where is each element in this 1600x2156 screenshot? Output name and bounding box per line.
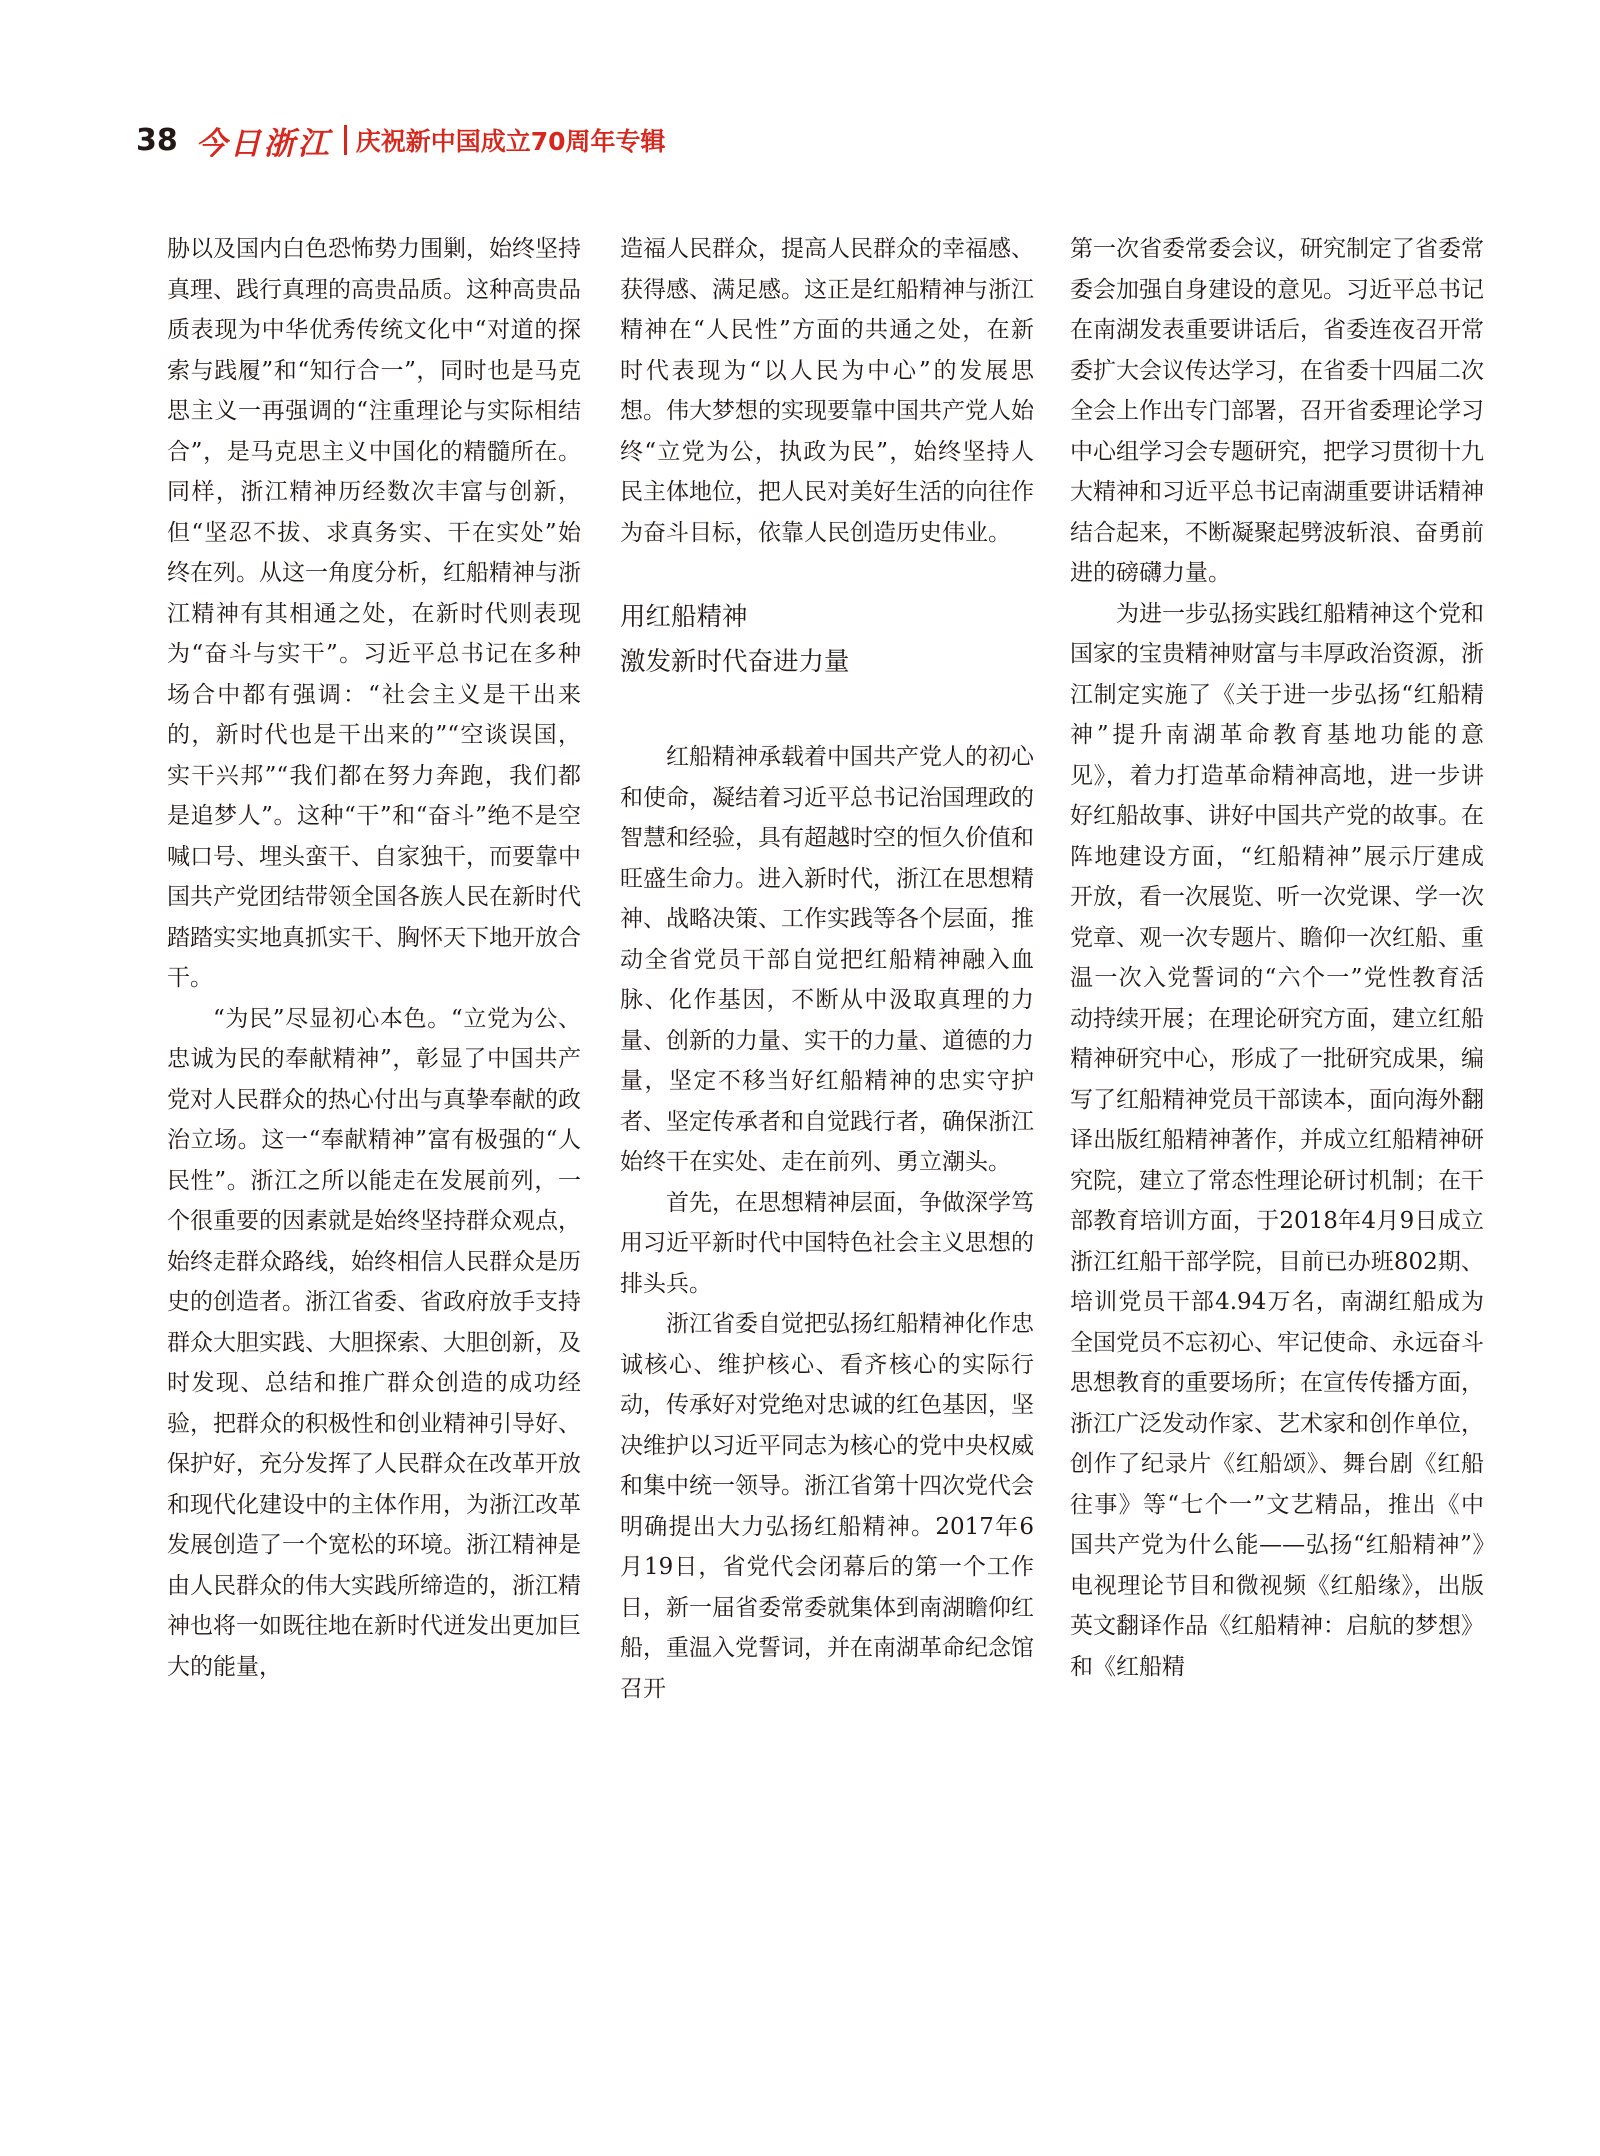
column-3 bbox=[1070, 229, 1484, 1687]
paragraph: 第一次省委常委会议，研究制定了省委常委会加强自身建设的意见。习近平总书记在南湖发表重要讲话后，省委连夜召开常委扩大会议传达学习，在省委十四届二次全会上作出专门部署，召开省委理论学习中心组学习会专题研究，把学习贯彻十九大精神和习近平总书记南湖重要讲话精神结合起来，不断凝聚起劈波斩浪、奋勇前进的磅礴力量。 bbox=[1070, 236, 1484, 586]
magazine-logo: 今日浙江 bbox=[195, 125, 332, 162]
section-heading-line: 激发新时代奋进力量 bbox=[620, 647, 850, 677]
paragraph: 首先，在思想精神层面，争做深学笃用习近平新时代中国特色社会主义思想的排头兵。 bbox=[620, 1189, 1034, 1297]
paragraph: 浙江省委自觉把弘扬红船精神化作忠诚核心、维护核心、看齐核心的实际行动，传承好对党绝对忠诚的红色基因，坚决维护以习近平同志为核心的党中央权威和集中统一领导。浙江省第十四次党代会明确提出大力弘扬红船精神。2017年6月19日，省党代会闭幕后的第一个工作日，新一届省委常委就集体到南湖瞻仰红船，重温入党誓词，并在南湖革命纪念馆召开 bbox=[620, 1311, 1034, 1702]
section-heading bbox=[620, 595, 1034, 685]
section-heading-line: 用红船精神 bbox=[620, 602, 748, 632]
paragraph: 红船精神承载着中国共产党人的初心和使命，凝结着习近平总书记治国理政的智慧和经验，具有超越时空的恒久价值和旺盛生命力。进入新时代，浙江在思想精神、战略决策、工作实践等各个层面，推动全省党员干部自觉把红船精神融入血脉、化作基因，不断从中汲取真理的力量、创新的力量、实干的力量、道德的力量，坚定不移当好红船精神的忠实守护者、坚定传承者和自觉践行者，确保浙江始终干在实处、走在前列、勇立潮头。 bbox=[620, 744, 1034, 1175]
paragraph: “为民”尽显初心本色。“立党为公、忠诚为民的奉献精神”，彰显了中国共产党对人民群众的热心付出与真挚奉献的政治立场。这一“奉献精神”富有极强的“人民性”。浙江之所以能走在发展前列，一个很重要的因素就是始终坚持群众观点，始终走群众路线，始终相信人民群众是历史的创造者。浙江省委、省政府放手支持群众大胆实践、大胆探索、大胆创新，及时发现、总结和推广群众创造的成功经验，把群众的积极性和创业精神引导好、保护好，充分发挥了人民群众在改革开放和现代化建设中的主体作用，为浙江改革发展创造了一个宽松的环境。浙江精神是由人民群众的伟大实践所缔造的，浙江精神也将一如既往地在新时代迸发出更加巨大的能量， bbox=[167, 1005, 581, 1680]
column-2 bbox=[620, 229, 1034, 1709]
special-issue-title: 庆祝新中国成立70周年专辑 bbox=[355, 127, 666, 156]
page-header bbox=[136, 118, 666, 162]
page-number: 38 bbox=[136, 122, 178, 158]
header-divider bbox=[344, 125, 347, 155]
paragraph: 造福人民群众，提高人民群众的幸福感、获得感、满足感。这正是红船精神与浙江精神在“人民性”方面的共通之处，在新时代表现为“以人民为中心”的发展思想。伟大梦想的实现要靠中国共产党人始终“立党为公，执政为民”，始终坚持人民主体地位，把人民对美好生活的向往作为奋斗目标，依靠人民创造历史伟业。 bbox=[620, 236, 1034, 546]
column-1 bbox=[167, 229, 581, 1687]
paragraph: 胁以及国内白色恐怖势力围剿，始终坚持真理、践行真理的高贵品质。这种高贵品质表现为中华优秀传统文化中“对道的探索与践履”和“知行合一”，同时也是马克思主义一再强调的“注重理论与实际相结合”，是马克思主义中国化的精髓所在。同样，浙江精神历经数次丰富与创新，但“坚忍不拔、求真务实、干在实处”始终在列。从这一角度分析，红船精神与浙江精神有其相通之处，在新时代则表现为“奋斗与实干”。习近平总书记在多种场合中都有强调：“社会主义是干出来的，新时代也是干出来的”“空谈误国，实干兴邦”“我们都在努力奔跑，我们都是追梦人”。这种“干”和“奋斗”绝不是空喊口号、埋头蛮干、自家独干，而要靠中国共产党团结带领全国各族人民在新时代踏踏实实地真抓实干、胸怀天下地开放合干。 bbox=[167, 236, 581, 991]
paragraph: 为进一步弘扬实践红船精神这个党和国家的宝贵精神财富与丰厚政治资源，浙江制定实施了《关于进一步弘扬“红船精神”提升南湖革命教育基地功能的意见》，着力打造革命精神高地，进一步讲好红船故事、讲好中国共产党的故事。在阵地建设方面，“红船精神”展示厅建成开放，看一次展览、听一次党课、学一次党章、观一次专题片、瞻仰一次红船、重温一次入党誓词的“六个一”党性教育活动持续开展；在理论研究方面，建立红船精神研究中心，形成了一批研究成果，编写了红船精神党员干部读本，面向海外翻译出版红船精神著作，并成立红船精神研究院，建立了常态性理论研讨机制；在干部教育培训方面，于2018年4月9日成立浙江红船干部学院，目前已办班802期、培训党员干部4.94万名，南湖红船成为全国党员不忘初心、牢记使命、永远奋斗思想教育的重要场所；在宣传传播方面，浙江广泛发动作家、艺术家和创作单位，创作了纪录片《红船颂》、舞台剧《红船往事》等“七个一”文艺精品，推出《中国共产党为什么能——弘扬“红船精神”》电视理论节目和微视频《红船缘》，出版英文翻译作品《红船精神：启航的梦想》和《红船精 bbox=[1070, 600, 1484, 1680]
